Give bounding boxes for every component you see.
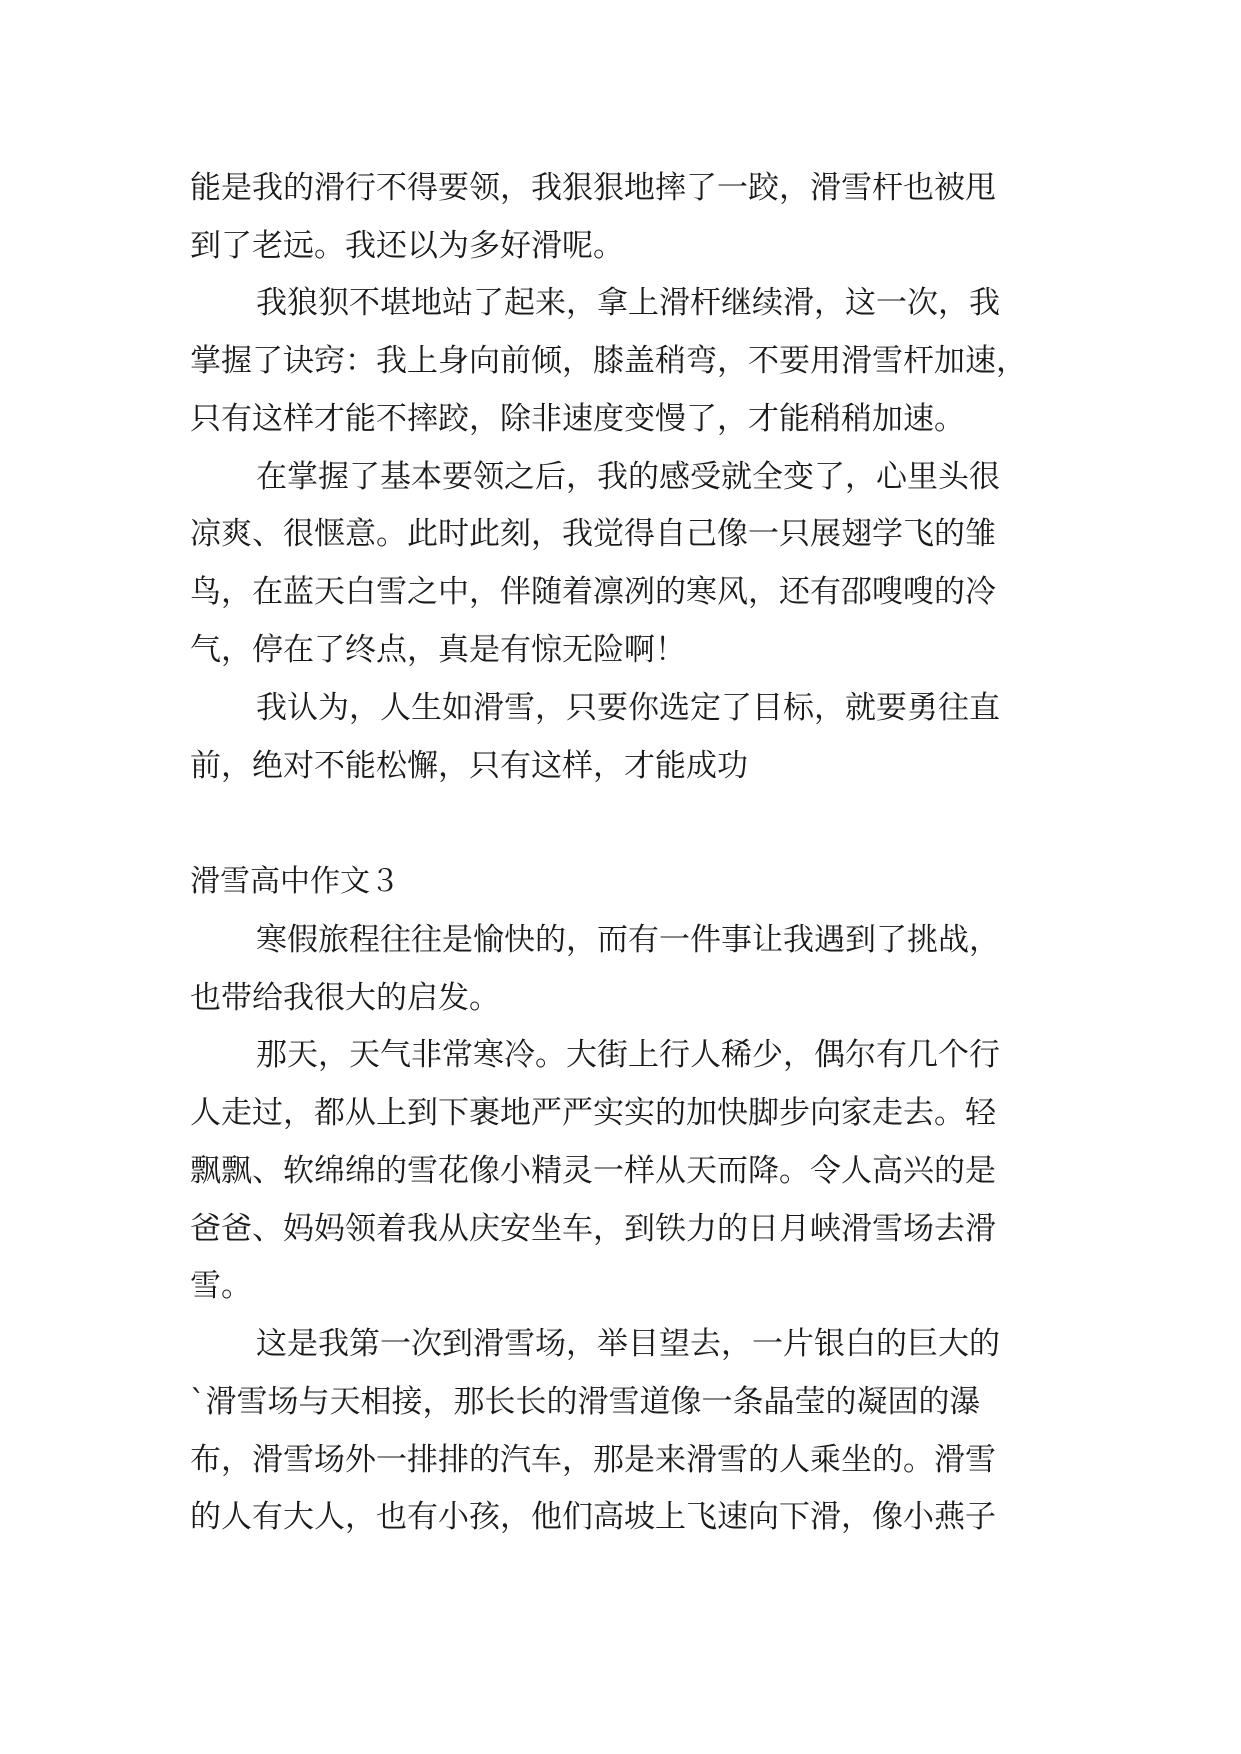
paragraph-start: 我狼狈不堪地站了起来，拿上滑杆继续滑，这一次，我	[256, 285, 1000, 321]
text-line: 雪。	[190, 1268, 252, 1304]
text-line: 也带给我很大的启发。	[190, 980, 500, 1016]
text-line: 掌握了诀窍：我上身向前倾，膝盖稍弯，不要用滑雪杆加速，	[190, 343, 1027, 379]
text-line: 鸟，在蓝天白雪之中，伴随着凛冽的寒风，还有邵嗖嗖的冷	[190, 574, 996, 610]
text-line: 人走过，都从上到下裹地严严实实的加快脚步向家走去。轻	[190, 1095, 996, 1131]
text-line: 气，停在了终点，真是有惊无险啊！	[190, 632, 686, 668]
text-line: 到了老远。我还以为多好滑呢。	[190, 228, 624, 264]
text-line: 凉爽、很惬意。此时此刻，我觉得自己像一只展翅学飞的雏	[190, 516, 996, 552]
section-title: 滑雪高中作文３	[190, 864, 400, 899]
text-line: 爸爸、妈妈领着我从庆安坐车，到铁力的日月峡滑雪场去滑	[190, 1211, 996, 1247]
paragraph-start: 在掌握了基本要领之后，我的感受就全变了，心里头很	[256, 459, 1000, 495]
text-line: 只有这样才能不摔跤，除非速度变慢了，才能稍稍加速。	[190, 401, 965, 437]
paragraph-start: 那天，天气非常寒冷。大街上行人稀少，偶尔有几个行	[256, 1037, 1000, 1073]
text-line: 飘飘、软绵绵的雪花像小精灵一样从天而降。令人高兴的是	[190, 1153, 996, 1189]
paragraph-start: 寒假旅程往往是愉快的，而有一件事让我遇到了挑战，	[256, 922, 1000, 958]
paragraph-start: 这是我第一次到滑雪场，举目望去，一片银白的巨大的	[256, 1326, 1000, 1362]
text-line: `滑雪场与天相接，那长长的滑雪道像一条晶莹的凝固的瀑	[190, 1384, 981, 1420]
text-line: 的人有大人，也有小孩，他们高坡上飞速向下滑，像小燕子	[190, 1499, 996, 1535]
paragraph-start: 我认为，人生如滑雪，只要你选定了目标，就要勇往直	[256, 690, 1000, 726]
text-line: 前，绝对不能松懈，只有这样，才能成功	[190, 748, 748, 784]
text-line: 能是我的滑行不得要领，我狠狠地摔了一跤，滑雪杆也被甩	[190, 170, 996, 206]
text-line: 布，滑雪场外一排排的汽车，那是来滑雪的人乘坐的。滑雪	[190, 1442, 996, 1478]
